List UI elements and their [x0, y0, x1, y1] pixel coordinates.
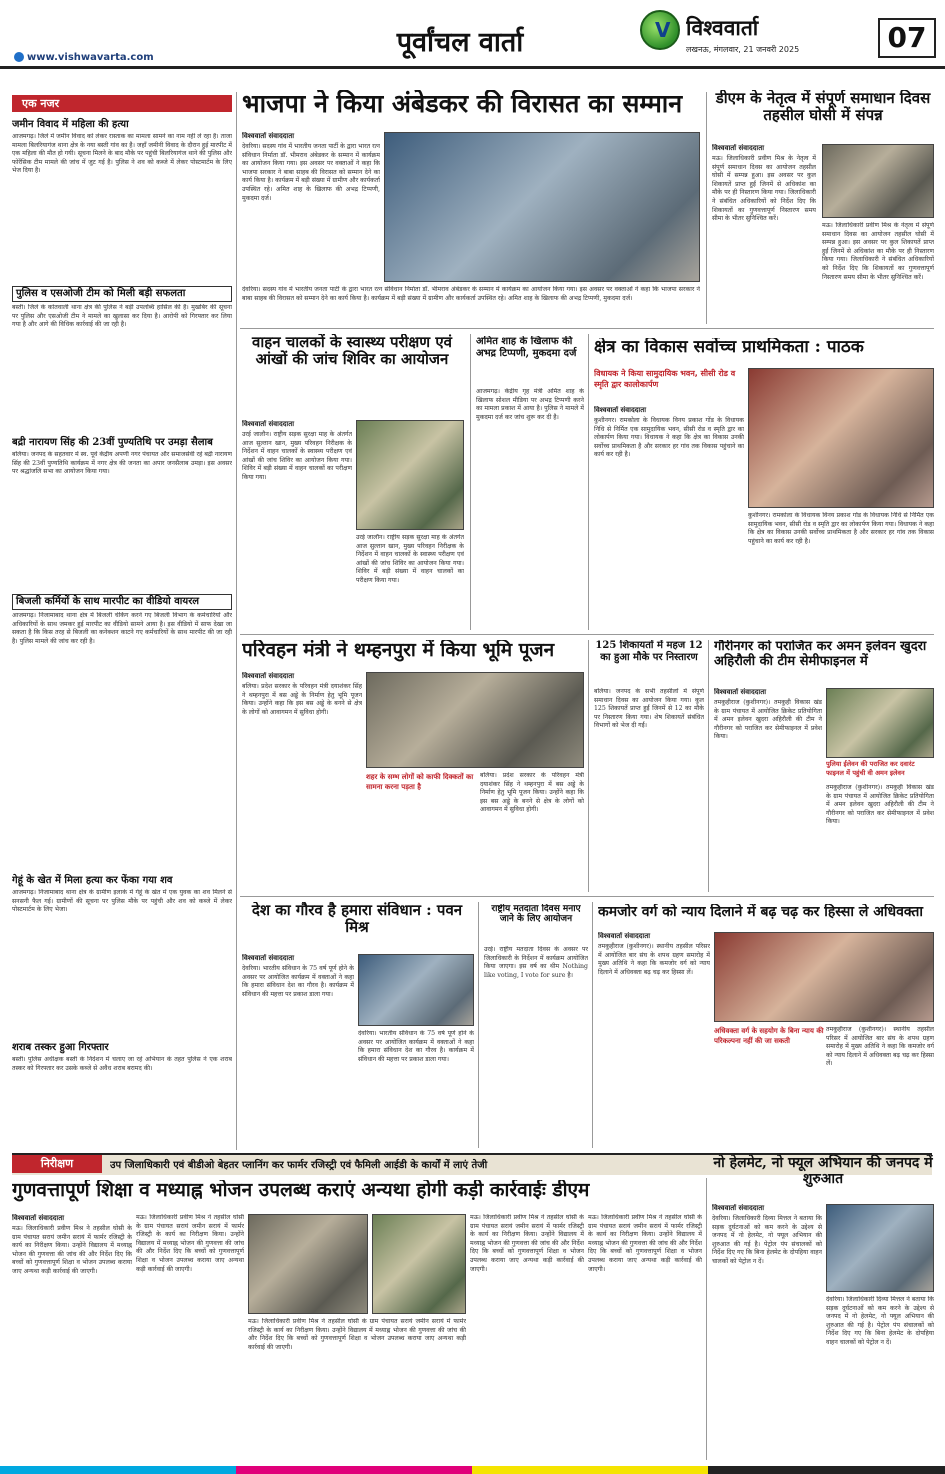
brief-title: पुलिस व एसओजी टीम को मिली बड़ी सफलता	[12, 286, 232, 302]
parivahan-headline: परिवहन मंत्री ने थम्हनपुरा में किया भूमि पूजन	[242, 640, 555, 661]
vahan-body-cont: उरई जालौन। राष्ट्रीय सड़क सुरक्षा माह के अंतर्गत आज सुल्तान खान, मुख्य परिवहन निरीक्षक के निर्देशन में वाहन चालकों के स्वास्थ्य परीक्षण एवं आंखों की जांच शिविर का आयोजन किया गया। शिविर में बड़ी संख्या में वाहन चालकों का परीक्षण किया गया।	[356, 534, 464, 584]
registration-bar-cyan	[0, 1466, 236, 1474]
article-text: मऊ। जिलाधिकारी प्रवीण मिश्र के नेतृत्व में संपूर्ण समाधान दिवस का आयोजन तहसील घोसी में सम्पन्न हुआ। इस अवसर पर कुल शिकायतें प्राप्त हुईं जिनमें से अधिकांश का मौके पर ही निस्तारण किया गया। जिलाधिकारी ने संबंधित अधिकारियों को निर्देश दिए कि शिकायतों का गुणवत्तापूर्ण निस्तारण समय सीमा के भीतर सुनिश्चित करें।	[712, 155, 816, 223]
page-number: 07	[878, 18, 936, 58]
paper-name: विश्ववार्ता	[686, 15, 759, 40]
kamjor-photo	[714, 932, 934, 1022]
section-title: पूर्वांचल वार्ता	[396, 27, 524, 58]
brief-text: बस्ती। पुलिस अधीक्षक बस्ती के निर्देशन में चलाए जा रहे अभियान के तहत पुलिस ने एक शराब तस्कर को गिरफ्तार कर उसके कब्जे से अवैध शराब बरामद की।	[12, 1056, 232, 1072]
browser-icon	[14, 52, 24, 62]
ambedkar-body	[242, 132, 380, 282]
byline: विश्ववार्ता संवाददाता	[714, 688, 767, 696]
samvidhan-body-cont: देवरिया। भारतीय संविधान के 75 वर्ष पूर्ण होने के अवसर पर आयोजित कार्यक्रम में वक्ताओं ने कहा कि हमारा संविधान देश का गौरव है। कार्यक्रम में संविधान की महत्ता पर प्रकाश डाला गया।	[358, 1030, 474, 1063]
gaurinagar-body-cont: तमकुहीराज (कुशीनगर)। तमकुही विकास खंड के ग्राम पंचायत में आयोजित क्रिकेट प्रतियोगिता में अमन इलेवन खुदरा अहिरौली की टीम ने गौरीनगर को पराजित कर सेमीफाइनल में प्रवेश किया।	[826, 784, 934, 826]
article-text: तमकुहीराज (कुशीनगर)। स्थानीय तहसील परिसर में आयोजित बार संघ के शपथ ग्रहण समारोह में मुख्य अतिथि ने कहा कि कमजोर वर्ग को न्याय दिलाने में अधिवक्ता बढ़ चढ़ कर हिस्सा लें।	[598, 943, 710, 976]
nirikshan-body-col4: मऊ। जिलाधिकारी प्रवीण मिश्र ने तहसील घोसी के ग्राम पंचायत सरायं जमीन सरायं में फार्मर रजिस्ट्री के कार्य का निरीक्षण किया। उन्होंने विद्यालय में मध्याह्न भोजन की गुणवत्ता की जांच की और निर्देश दिए कि बच्चों को गुणवत्तापूर्ण शिक्षा व भोजन उपलब्ध कराया जाए अन्यथा कड़ी कार्रवाई की जाएगी।	[470, 1214, 584, 1273]
dm-ghosi-body	[712, 144, 816, 324]
kamjor-headline: कमजोर वर्ग को न्याय दिलाने में बढ़ चढ़ कर हिस्सा ले अधिवक्ता	[598, 904, 924, 920]
article-text: तमकुहीराज (कुशीनगर)। तमकुही विकास खंड के ग्राम पंचायत में आयोजित क्रिकेट प्रतियोगिता में अमन इलेवन खुदरा अहिरौली की टीम ने गौरीनगर को पराजित कर सेमीफाइनल में प्रवेश किया।	[714, 699, 822, 741]
byline: विश्ववार्ता संवाददाता	[242, 420, 295, 428]
nirikshan-strip-text: उप जिलाधिकारी एवं बीडीओ बेहतर प्लानिंग कर फार्मर रजिस्ट्री एवं फैमिली आईडी के कार्यों में लाएं तेजी	[110, 1160, 488, 1171]
parivahan-photo	[366, 672, 584, 768]
registration-bar-black	[708, 1466, 945, 1474]
helmet-headline: नो हेलमेट, नो फ्यूल अभियान की जनपद में शुरुआत	[713, 1155, 933, 1188]
dm-ghosi-photo	[822, 144, 934, 218]
parivahan-body	[242, 672, 362, 892]
byline: विश्ववार्ता संवाददाता	[594, 406, 647, 414]
pathak-headline: क्षेत्र का विकास सर्वोच्च प्राथमिकता : पाठक	[594, 338, 864, 357]
byline: विश्ववार्ता संवाददाता	[712, 144, 765, 152]
ambedkar-photo	[384, 132, 700, 282]
vahan-body	[242, 420, 352, 630]
helmet-body-cont: देवरिया। जिलाधिकारी दिव्या मित्तल ने बताया कि सड़क दुर्घटनाओं को कम करने के उद्देश्य से जनपद में नो हेलमेट, नो फ्यूल अभियान की शुरुआत की गई है। पेट्रोल पंप संचालकों को निर्देश दिए गए कि बिना हेलमेट के दोपहिया वाहन चालकों को पेट्रोल न दें।	[826, 1296, 934, 1346]
ambedkar-body-cont	[242, 286, 700, 328]
registration-bar-magenta	[236, 1466, 472, 1474]
dm-ghosi-headline: डीएम के नेतृत्व में संपूर्ण समाधान दिवस तहसील घोसी में संपन्न	[715, 90, 931, 125]
brief-text: आजमगढ़। निजामाबाद थाना क्षेत्र के ग्रामीण इलाके में गेहूं के खेत में एक युवक का शव मिलने से सनसनी फैल गई। ग्रामीणों की सूचना पर पुलिस मौके पर पहुंची और शव को कब्जे में लेकर पोस्टमार्टम के लिए भेजा।	[12, 889, 232, 914]
nirikshan-body-col3: मऊ। जिलाधिकारी प्रवीण मिश्र ने तहसील घोसी के ग्राम पंचायत सरायं जमीन सरायं में फार्मर रजिस्ट्री के कार्य का निरीक्षण किया। उन्होंने विद्यालय में मध्याह्न भोजन की गुणवत्ता की जांच की और निर्देश दिए कि बच्चों को गुणवत्तापूर्ण शिक्षा व भोजन उपलब्ध कराया जाए अन्यथा कड़ी कार्रवाई की जाएगी।	[248, 1318, 466, 1351]
column-rule	[236, 92, 237, 1150]
article-text: बलिया। प्रदेश सरकार के परिवहन मंत्री दयाशंकर सिंह ने थम्हनपुरा में बस अड्डे के निर्माण हेतु भूमि पूजन किया। उन्होंने कहा कि इस बस अड्डे के बनने से क्षेत्र के लोगों को आवागमन में सुविधा होगी।	[242, 683, 362, 716]
article-text: कुशीनगर। रामकोला के विधायक विनय प्रकाश गोंड के विधायक निधि से निर्मित एक सामुदायिक भवन, सीसी रोड व स्मृति द्वार का लोकार्पण किया गया। विधायक ने कहा कि क्षेत्र का विकास उनकी सर्वोच्च प्राथमिकता है और सरकार हर गांव तक विकास पहुंचाने का कार्य कर रही है।	[594, 417, 744, 459]
section-rule	[240, 328, 934, 329]
article-text: मऊ। जिलाधिकारी प्रवीण मिश्र ने तहसील घोसी के ग्राम पंचायत सरायं जमीन सरायं में फार्मर रजिस्ट्री के कार्य का निरीक्षण किया। उन्होंने विद्यालय में मध्याह्न भोजन की गुणवत्ता की जांच की और निर्देश दिए कि बच्चों को गुणवत्तापूर्ण शिक्षा व भोजन उपलब्ध कराया जाए अन्यथा कड़ी कार्रवाई की जाएगी।	[12, 1225, 132, 1275]
brief-item	[12, 437, 232, 591]
dateline: लखनऊ, मंगलवार, 21 जनवरी 2025	[686, 45, 800, 54]
brief-title: शराब तस्कर हुआ गिरफ्तार	[12, 1042, 109, 1053]
byline: विश्ववार्ता संवाददाता	[12, 1214, 65, 1222]
helmet-photo	[826, 1204, 934, 1292]
logo-icon: V	[640, 10, 680, 50]
gaurinagar-photo	[826, 688, 934, 758]
brief-title: गेहूं के खेत में मिला हत्या कर फेंका गया शव	[12, 875, 173, 886]
byline: विश्ववार्ता संवाददाता	[242, 672, 295, 680]
brief-title: बद्री नारायण सिंह की 23वीं पुण्यतिथि पर उमड़ा सैलाब	[12, 437, 213, 448]
amit-shah-headline: अमित शाह के खिलाफ की अभद्र टिप्पणी, मुकदमा दर्ज	[476, 336, 577, 359]
brief-text: बस्ती। जिले के कोतवाली थाना क्षेत्र की पुलिस ने बड़ी उपलब्धि हासिल की है। मुखबिर की सूचना पर पुलिस और एसओजी टीम ने मामले का खुलासा कर दिया है। आरोपी को गिरफ्तार कर लिया गया है और आगे की विधिक कार्रवाई की जा रही है।	[12, 304, 232, 329]
brief-item	[12, 1042, 232, 1136]
brief-text: बलिया। जनपद के सहतवार में स्व. पूर्व केंद्रीय अपर्णी नगर पंचायत और समाजसेवी रहे बद्री नारायण सिंह की 23वीं पुण्यतिथि कार्यक्रम में नगर क्षेत्र की जनता का अपार जनसैलाब उमड़ा। इस अवसर पर श्रद्धांजलि सभा का आयोजन किया गया।	[12, 451, 232, 476]
pathak-body-cont: कुशीनगर। रामकोला के विधायक विनय प्रकाश गोंड के विधायक निधि से निर्मित एक सामुदायिक भवन, सीसी रोड व स्मृति द्वार का लोकार्पण किया गया। विधायक ने कहा कि क्षेत्र का विकास उनकी सर्वोच्च प्राथमिकता है और सरकार हर गांव तक विकास पहुंचाने का कार्य कर रही है।	[748, 512, 934, 545]
kamjor-body-cont: तमकुहीराज (कुशीनगर)। स्थानीय तहसील परिसर में आयोजित बार संघ के शपथ ग्रहण समारोह में मुख्य अतिथि ने कहा कि कमजोर वर्ग को न्याय दिलाने में अधिवक्ता बढ़ चढ़ कर हिस्सा लें।	[826, 1026, 934, 1068]
pathak-body	[594, 406, 744, 630]
nirikshan-photo-2	[372, 1214, 466, 1314]
article-text: उरई जालौन। राष्ट्रीय सड़क सुरक्षा माह के अंतर्गत आज सुल्तान खान, मुख्य परिवहन निरीक्षक के निर्देशन में वाहन चालकों के स्वास्थ्य परीक्षण एवं आंखों की जांच शिविर का आयोजन किया गया। शिविर में बड़ी संख्या में वाहन चालकों का परीक्षण किया गया।	[242, 431, 352, 481]
ek-najar-heading: एक नजर	[12, 95, 232, 112]
samvidhan-body	[242, 954, 354, 1148]
article-text: देवरिया। जिलाधिकारी दिव्या मित्तल ने बताया कि सड़क दुर्घटनाओं को कम करने के उद्देश्य से जनपद में नो हेलमेट, नो फ्यूल अभियान की शुरुआत की गई है। पेट्रोल पंप संचालकों को निर्देश दिए गए कि बिना हेलमेट के दोपहिया वाहन चालकों को पेट्रोल न दें।	[712, 1215, 822, 1265]
samvidhan-photo	[358, 954, 474, 1026]
byline: विश्ववार्ता संवाददाता	[598, 932, 651, 940]
shikayat-body: बलिया। जनपद के सभी तहसीलों में संपूर्ण समाधान दिवस का आयोजन किया गया। कुल 125 शिकायतें प्राप्त हुईं जिनमें से 12 का मौके पर निस्तारण किया गया। शेष शिकायतें संबंधित विभागों को भेज दी गईं।	[594, 688, 704, 730]
brief-item	[12, 119, 232, 283]
parivahan-body-cont: बलिया। प्रदेश सरकार के परिवहन मंत्री दयाशंकर सिंह ने थम्हनपुरा में बस अड्डे के निर्माण हेतु भूमि पूजन किया। उन्होंने कहा कि इस बस अड्डे के बनने से क्षेत्र के लोगों को आवागमन में सुविधा होगी।	[480, 772, 584, 814]
website-url[interactable]: www.vishwavarta.com	[14, 52, 214, 66]
byline: विश्ववार्ता संवाददाता	[712, 1204, 765, 1212]
registration-bar-yellow	[472, 1466, 708, 1474]
column-rule	[478, 902, 479, 1148]
brief-title: जमीन विवाद में महिला की हत्या	[12, 119, 129, 130]
article-text: देवरिया। भारतीय संविधान के 75 वर्ष पूर्ण होने के अवसर पर आयोजित कार्यक्रम में वक्ताओं ने कहा कि हमारा संविधान देश का गौरव है। कार्यक्रम में संविधान की महत्ता पर प्रकाश डाला गया।	[242, 965, 354, 998]
nirikshan-photo-1	[248, 1214, 368, 1314]
nirikshan-body-col5: मऊ। जिलाधिकारी प्रवीण मिश्र ने तहसील घोसी के ग्राम पंचायत सरायं जमीन सरायं में फार्मर रजिस्ट्री के कार्य का निरीक्षण किया। उन्होंने विद्यालय में मध्याह्न भोजन की गुणवत्ता की जांच की और निर्देश दिए कि बच्चों को गुणवत्तापूर्ण शिक्षा व भोजन उपलब्ध कराया जाए अन्यथा कड़ी कार्रवाई की जाएगी।	[588, 1214, 702, 1273]
kamjor-body	[598, 932, 710, 1148]
column-rule	[706, 1178, 707, 1460]
column-rule	[708, 640, 709, 892]
matdata-body: उरई। राष्ट्रीय मतदाता दिवस के अवसर पर जिलाधिकारी के निर्देशन में कार्यक्रम आयोजित किया जाएगा। इस वर्ष का थीम Nothing like voting, I vote for sure है।	[484, 946, 588, 979]
column-rule	[588, 334, 589, 630]
byline: विश्ववार्ता संवाददाता	[242, 132, 295, 140]
gaurinagar-body	[714, 688, 822, 892]
nirikshan-tag: निरीक्षण	[12, 1155, 102, 1173]
nirikshan-headline: गुणवत्तापूर्ण शिक्षा व मध्याह्न भोजन उपलब्ध कराएं अन्यथा होगी कड़ी कार्रवाईः डीएम	[12, 1180, 590, 1201]
ek-najar-column	[12, 116, 232, 1150]
byline: विश्ववार्ता संवाददाता	[242, 954, 295, 962]
ambedkar-headline: भाजपा ने किया अंबेडकर की विरासत का सम्मान	[242, 90, 683, 118]
brief-title: बिजली कर्मियों के साथ मारपीट का वीडियो वायरल	[12, 594, 232, 610]
gaurinagar-caption: पुलिया ईलेवन की पराजित कर दवारंट फाइनल में पहुंची वी अमन इलेवन	[826, 760, 915, 777]
brief-item	[12, 286, 232, 434]
kamjor-caption: अधिवक्ता वर्ग के सहयोग के बिना न्याय की परिकल्पना नहीं की जा सकती	[714, 1027, 824, 1045]
pathak-photo	[748, 368, 934, 508]
gaurinagar-headline: गौरीनगर को पराजित कर अमन इलेवन खुदरा अहिरौली की टीम सेमीफाइनल में	[714, 640, 927, 669]
article-text: देवरिया। सदस्य गांव में भारतीय जनता पार्टी के द्वारा भारत रत्न संविधान निर्माता डॉ. भीमराव अंबेडकर के सम्मान में कार्यक्रम का आयोजन किया गया। इस अवसर पर वक्ताओं ने कहा कि भाजपा सरकार ने बाबा साहब की विरासत को सम्मान देने का कार्य किया है। कार्यक्रम में बड़ी संख्या में ग्रामीण और कार्यकर्ता उपस्थित रहे। अमित शाह के खिलाफ की अभद्र टिप्पणी, मुकदमा दर्ज।	[242, 143, 380, 202]
dm-ghosi-body-cont: मऊ। जिलाधिकारी प्रवीण मिश्र के नेतृत्व में संपूर्ण समाधान दिवस का आयोजन तहसील घोसी में सम्पन्न हुआ। इस अवसर पर कुल शिकायतें प्राप्त हुईं जिनमें से अधिकांश का मौके पर ही निस्तारण किया गया। जिलाधिकारी ने संबंधित अधिकारियों को निर्देश दिए कि शिकायतों का गुणवत्तापूर्ण निस्तारण समय सीमा के भीतर सुनिश्चित करें।	[822, 222, 934, 281]
parivahan-caption: शहर के सम्भ लोगों को काफी दिक्कतों का सामना करना पड़ता है	[366, 773, 474, 791]
brief-item	[12, 594, 232, 872]
pathak-sub: विधायक ने किया सामुदायिक भवन, सीसी रोड व स्मृति द्वार कालोकार्पण	[594, 369, 736, 389]
vahan-headline: वाहन चालकों के स्वास्थ्य परीक्षण एवं आंखों की जांच शिविर का आयोजन	[252, 334, 452, 369]
brief-text: आजमगढ़। निजामाबाद थाना क्षेत्र में बिजली चेकिंग करने गए बिजली विभाग के कर्मचारियों और अधिकारियों के साथ जमकर हुई मारपीट का वीडियो सामने आया है। इस वीडियो में साफ देखा जा सकता है कि किस तरह से बिजली का कनेक्शन काटने गए कर्मचारियों के साथ मारपीट की जा रही है। पुलिस मामले की जांच कर रही है।	[12, 612, 232, 645]
masthead-rule	[0, 66, 945, 69]
nirikshan-body-col2: मऊ। जिलाधिकारी प्रवीण मिश्र ने तहसील घोसी के ग्राम पंचायत सरायं जमीन सरायं में फार्मर रजिस्ट्री के कार्य का निरीक्षण किया। उन्होंने विद्यालय में मध्याह्न भोजन की गुणवत्ता की जांच की और निर्देश दिए कि बच्चों को गुणवत्तापूर्ण शिक्षा व भोजन उपलब्ध कराया जाए अन्यथा कड़ी कार्रवाई की जाएगी।	[136, 1214, 244, 1273]
helmet-body	[712, 1204, 822, 1460]
matdata-headline: राष्ट्रीय मतदाता दिवस मनाए जाने के लिए आयोजन	[491, 904, 581, 925]
samvidhan-headline: देश का गौरव है हमारा संविधान : पवन मिश्र	[251, 902, 463, 937]
vahan-photo	[356, 420, 464, 530]
brief-item	[12, 875, 232, 1039]
section-rule	[240, 634, 934, 635]
column-rule	[588, 640, 589, 892]
column-rule	[706, 92, 707, 324]
amit-shah-body: आजमगढ़। केंद्रीय गृह मंत्री अमित शाह के खिलाफ सोशल मीडिया पर अभद्र टिप्पणी करने का मामला प्रकाश में आया है। पुलिस ने मामले में मुकदमा दर्ज कर जांच शुरू कर दी है।	[476, 388, 584, 421]
article-text: देवरिया। सदस्य गांव में भारतीय जनता पार्टी के द्वारा भारत रत्न संविधान निर्माता डॉ. भीमराव अंबेडकर के सम्मान में कार्यक्रम का आयोजन किया गया। इस अवसर पर वक्ताओं ने कहा कि भाजपा सरकार ने बाबा साहब की विरासत को सम्मान देने का कार्य किया है। कार्यक्रम में बड़ी संख्या में ग्रामीण और कार्यकर्ता उपस्थित रहे। अमित शाह के खिलाफ की अभद्र टिप्पणी, मुकदमा दर्ज।	[242, 286, 700, 302]
column-rule	[470, 334, 471, 630]
nirikshan-body	[12, 1214, 132, 1460]
shikayat-headline: 125 शिकायतों में महज 12 का हुआ मौके पर निस्तारण	[595, 640, 703, 663]
section-rule	[240, 896, 934, 897]
brief-text: आजमगढ़। जिले में जमीन विवाद को लेकर रास्ताक का मामला सामने का नाम नहीं ले रहा है। ताजा मामला बिलरियागंज थाना क्षेत्र के नया बस्ती गांव का है। जहाँ जमीनी विवाद के दौरान हुई मारपीट में एक महिला की मौत हो गयी। सूचना मिलने के बाद मौके पर पहुंची बिलरियागंज थाने की पुलिस और फोरेंसिक टीम मामले की जांच में जुट गई है। पुलिस ने शव को कब्जे में लेकर पोस्टमार्टम के लिए भेज दिया है।	[12, 133, 232, 175]
column-rule	[592, 902, 593, 1148]
